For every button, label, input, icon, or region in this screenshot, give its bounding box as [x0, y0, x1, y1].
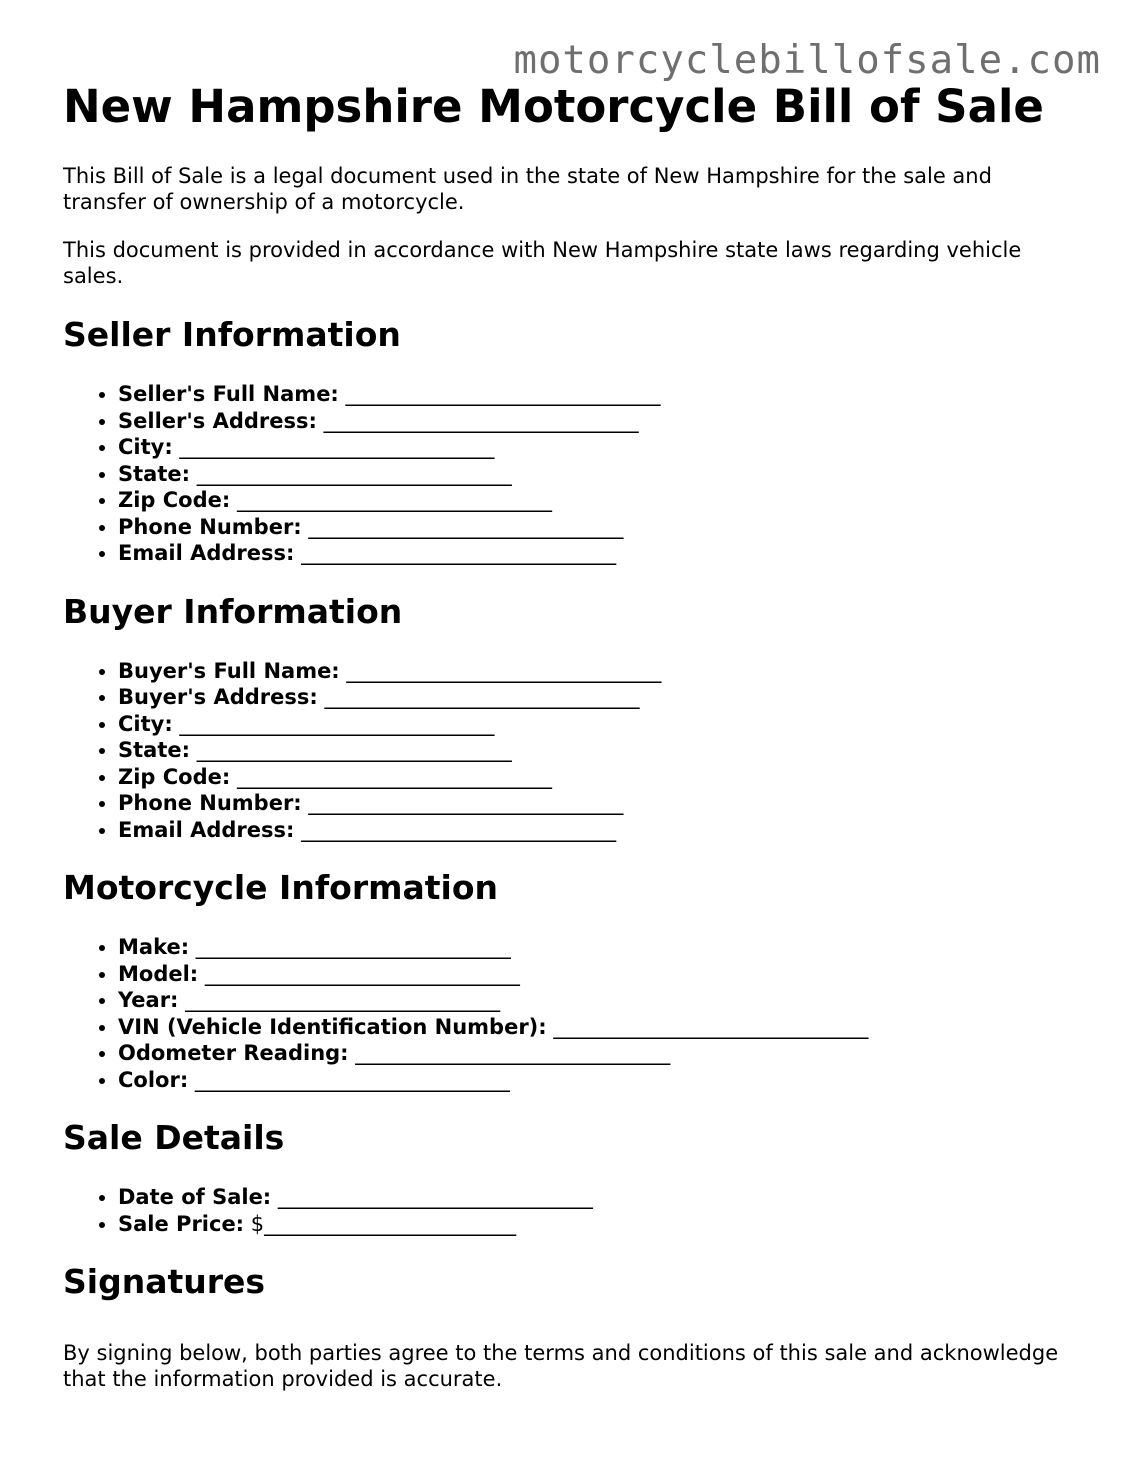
seller-state-field[interactable] — [118, 461, 1073, 488]
buyer-address-field[interactable] — [118, 684, 1073, 711]
field-label: City: — [118, 435, 173, 459]
field-blank: ______________________________ — [188, 1067, 510, 1092]
color-field[interactable] — [118, 1067, 1073, 1094]
sale-price-field[interactable] — [118, 1211, 1073, 1238]
field-blank: $________________________ — [244, 1211, 517, 1236]
seller-fields-list — [63, 381, 1073, 567]
seller-email-field[interactable] — [118, 540, 1073, 567]
vin-field[interactable] — [118, 1014, 1073, 1041]
field-label: Year: — [118, 988, 179, 1012]
field-label: Buyer's Address: — [118, 685, 318, 709]
buyer-fields-list — [63, 658, 1073, 844]
field-label: Make: — [118, 935, 190, 959]
field-label: State: — [118, 738, 191, 762]
field-label: Email Address: — [118, 541, 295, 565]
document-page — [63, 80, 1073, 1392]
field-blank: ______________________________ — [317, 685, 640, 709]
seller-city-field[interactable] — [118, 434, 1073, 461]
field-blank: ______________________________ — [294, 541, 617, 565]
buyer-full-name-field[interactable] — [118, 658, 1073, 685]
intro-paragraph-1: This Bill of Sale is a legal document used in the state of New Hampshire for the sale and transfer of ownership of a motorcycle. — [63, 164, 992, 214]
watermark: motorcyclebillofsale.com — [513, 38, 1101, 83]
field-blank: ______________________________ — [230, 764, 552, 789]
field-blank: ______________________________ — [178, 988, 501, 1012]
buyer-heading: Buyer Information — [63, 591, 403, 631]
make-field[interactable] — [118, 934, 1073, 961]
seller-phone-field[interactable] — [118, 514, 1073, 541]
field-blank: ______________________________ — [301, 514, 624, 539]
field-label: Date of Sale: — [118, 1185, 272, 1209]
seller-zip-field[interactable] — [118, 487, 1073, 514]
field-label: Buyer's Full Name: — [118, 658, 340, 683]
field-blank: ______________________________ — [190, 461, 512, 486]
date-of-sale-field[interactable] — [118, 1184, 1073, 1211]
buyer-city-field[interactable] — [118, 711, 1073, 738]
buyer-state-field[interactable] — [118, 737, 1073, 764]
intro-paragraph-2: This document is provided in accordance with New Hampshire state laws regarding vehicle sales. — [63, 238, 1022, 288]
field-blank: ______________________________ — [301, 791, 624, 815]
field-blank: ______________________________ — [190, 738, 512, 762]
field-label: Zip Code: — [118, 488, 231, 512]
field-blank: ______________________________ — [189, 935, 511, 959]
buyer-phone-field[interactable] — [118, 790, 1073, 817]
field-blank: ______________________________ — [316, 408, 639, 433]
model-field[interactable] — [118, 961, 1073, 988]
field-label: Seller's Full Name: — [118, 382, 339, 406]
field-blank: ______________________________ — [172, 711, 495, 736]
year-field[interactable] — [118, 987, 1073, 1014]
signatures-heading: Signatures — [63, 1262, 266, 1301]
field-label: Email Address: — [118, 817, 295, 842]
motorcycle-fields-list — [63, 934, 1073, 1093]
field-blank: ______________________________ — [271, 1185, 593, 1209]
field-label: Phone Number: — [118, 514, 302, 539]
field-blank: ______________________________ — [348, 1041, 671, 1065]
signatures-text: By signing below, both parties agree to the terms and conditions of this sale and acknowledge that the information provided is accurate. — [63, 1341, 1059, 1391]
field-blank: ______________________________ — [198, 961, 520, 986]
field-label: Zip Code: — [118, 764, 231, 789]
field-blank: ______________________________ — [294, 817, 617, 842]
seller-address-field[interactable] — [118, 408, 1073, 435]
field-label: Phone Number: — [118, 791, 302, 815]
field-label: State: — [118, 461, 191, 486]
field-label: Sale Price: — [118, 1211, 245, 1236]
field-label: VIN (Vehicle Identification Number): — [118, 1014, 547, 1039]
buyer-zip-field[interactable] — [118, 764, 1073, 791]
field-blank: ______________________________ — [230, 488, 552, 512]
field-blank: ______________________________ — [546, 1014, 869, 1039]
sale-fields-list — [63, 1184, 1073, 1237]
field-blank: ______________________________ — [339, 658, 662, 683]
field-label: Odometer Reading: — [118, 1041, 349, 1065]
field-blank: ______________________________ — [172, 435, 495, 459]
field-label: Color: — [118, 1067, 189, 1092]
seller-full-name-field[interactable] — [118, 381, 1073, 408]
page-title: New Hampshire Motorcycle Bill of Sale — [63, 80, 1044, 133]
field-label: Seller's Address: — [118, 408, 317, 433]
odometer-field[interactable] — [118, 1040, 1073, 1067]
motorcycle-heading: Motorcycle Information — [63, 868, 499, 907]
field-blank: ______________________________ — [338, 382, 661, 406]
field-label: City: — [118, 711, 173, 736]
sale-details-heading: Sale Details — [63, 1118, 285, 1157]
buyer-email-field[interactable] — [118, 817, 1073, 844]
seller-heading: Seller Information — [63, 315, 401, 354]
field-label: Model: — [118, 961, 199, 986]
